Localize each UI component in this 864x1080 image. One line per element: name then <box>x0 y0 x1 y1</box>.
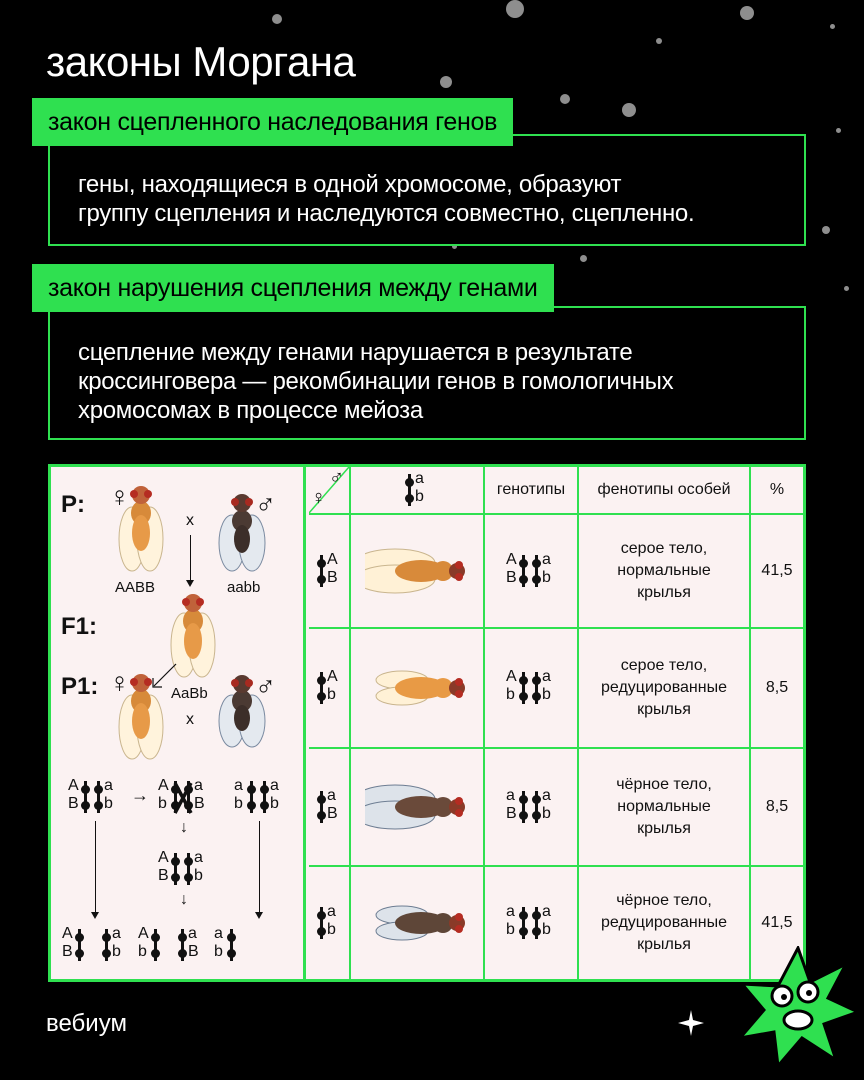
law-1-line-2: группу сцепления и наследуются совместно, сцепленно. <box>78 200 695 227</box>
row-4-percent: 41,5 <box>761 914 793 931</box>
law-2-line-2: кроссинговера — рекомбинации генов в гомологичных <box>78 368 674 395</box>
arrow-down-f1 <box>190 535 191 585</box>
genetics-panel <box>48 464 806 982</box>
genotype-chromosome-right: a b <box>531 670 557 706</box>
row-4-gamete <box>309 867 351 979</box>
phenotype-line: серое тело, <box>620 540 708 557</box>
genotype-chromosome-left: a b <box>505 905 531 941</box>
decor-dot <box>822 226 830 234</box>
male-genotype: aabb <box>227 579 261 596</box>
row-1-genotype <box>485 515 579 629</box>
header-gamete-chromosome: a b <box>404 472 430 508</box>
header-genotypes: генотипы <box>485 467 579 515</box>
chromosome-ab: a b <box>93 779 119 815</box>
fly-female-parent <box>117 483 165 575</box>
decor-dot <box>560 94 570 104</box>
fly-row-1 <box>365 541 469 601</box>
female-symbol-p1: ♀ <box>109 667 130 698</box>
decor-dot <box>740 6 754 20</box>
law-2-line-3: хромосомах в процессе мейоза <box>78 397 423 424</box>
phenotype-line: чёрное тело, <box>616 892 712 909</box>
phenotype-line: крылья <box>637 936 691 953</box>
law-2-line-1: сцепление между генами нарушается в результате <box>78 339 633 366</box>
genotype-chromosome-left: A b <box>505 670 531 706</box>
gamete-aB: a B <box>177 927 203 963</box>
down-arrow-1: ↓ <box>180 819 188 836</box>
row-3-fly <box>351 749 485 867</box>
chromosome-ab-2: a b <box>259 779 285 815</box>
fly-female-p1 <box>117 671 165 763</box>
chrom-ab-pair <box>233 779 285 820</box>
fly-row-4 <box>365 893 469 953</box>
gamete-chromosome: A B <box>316 553 342 589</box>
male-symbol-p1: ♂ <box>255 671 276 702</box>
row-4-phenotype <box>579 867 751 979</box>
law-2-text <box>78 338 673 425</box>
decor-dot <box>844 286 849 291</box>
genotype-chromosome-right: a b <box>531 553 557 589</box>
mascot-icon <box>738 946 860 1068</box>
corner-male-symbol: ♂ <box>329 467 344 489</box>
crossover-x-icon <box>173 781 193 815</box>
decor-dot <box>836 128 841 133</box>
phenotype-line: чёрное тело, <box>616 776 712 793</box>
female-genotype: AABB <box>115 579 156 596</box>
row-2-fly <box>351 629 485 749</box>
gamete-chromosome: A b <box>316 670 342 706</box>
decor-dot <box>272 14 282 24</box>
decor-dot <box>656 38 662 44</box>
decor-dot <box>506 0 524 18</box>
law-1-label: закон сцепленного наследования генов <box>32 98 513 146</box>
gamete-Ab: A b <box>137 927 163 963</box>
gamete-ab-2: a b <box>213 927 239 963</box>
corner-cell <box>309 467 351 515</box>
gamete-ab: a b <box>101 927 127 963</box>
cross-symbol-1: x <box>186 512 194 529</box>
phenotype-line: крылья <box>637 701 691 718</box>
header-gamete <box>351 467 485 515</box>
offspring-table <box>309 467 803 979</box>
row-2-percent: 8,5 <box>751 629 803 749</box>
phenotype-line: нормальные <box>617 562 711 579</box>
decor-dot <box>830 24 835 29</box>
row-2-gamete <box>309 629 351 749</box>
phenotype-line: крылья <box>637 584 691 601</box>
chrom-recombined-pair <box>157 851 209 892</box>
male-symbol: ♂ <box>255 489 276 520</box>
row-4-fly <box>351 867 485 979</box>
phenotype-line: серое тело, <box>620 657 708 674</box>
crossover-arrow: → <box>131 785 149 805</box>
cross-symbol-2: x <box>186 711 194 728</box>
chromosome-ab-1: a b <box>233 779 259 815</box>
row-1-fly <box>351 515 485 629</box>
row-2-phenotype <box>579 629 751 749</box>
phenotype-line: редуцированные <box>601 914 727 931</box>
row-1-gamete <box>309 515 351 629</box>
row-3-gamete <box>309 749 351 867</box>
brand-logo: вебиум <box>46 1010 127 1037</box>
decor-dot <box>622 103 636 117</box>
fly-row-2 <box>365 658 469 718</box>
row-1-percent: 41,5 <box>751 515 803 629</box>
p1-label: P1: <box>61 673 99 700</box>
decor-dot <box>440 76 452 88</box>
law-2-label: закон нарушения сцепления между генами <box>32 264 554 312</box>
row-1-phenotype <box>579 515 751 629</box>
phenotype-line: редуцированные <box>601 679 727 696</box>
decor-dot <box>580 255 587 262</box>
chromosome-AB: A B <box>67 779 93 815</box>
gamete-AB: A B <box>61 927 87 963</box>
page-title: законы Моргана <box>46 38 356 85</box>
sparkle-icon <box>678 1010 704 1036</box>
arrow-down-right <box>259 821 260 917</box>
row-2-genotype <box>485 629 579 749</box>
crossing-scheme <box>51 467 306 979</box>
phenotype-line: крылья <box>637 820 691 837</box>
row-3-genotype <box>485 749 579 867</box>
genotype-chromosome-right: a b <box>531 905 557 941</box>
header-percent: % <box>751 467 803 515</box>
gamete-chromosome: a b <box>316 905 342 941</box>
chromosome-crossing-right: a B <box>183 779 209 815</box>
down-arrow-2: ↓ <box>180 891 188 908</box>
genotype-chromosome-right: a b <box>531 789 557 825</box>
corner-female-symbol: ♀ <box>311 487 326 509</box>
row-3-percent: 8,5 <box>751 749 803 867</box>
row-4-genotype <box>485 867 579 979</box>
p-label: P: <box>61 491 85 518</box>
chromosome-crossing-left: A b <box>157 779 183 815</box>
row-3-phenotype <box>579 749 751 867</box>
fly-row-3 <box>365 777 469 837</box>
header-phenotypes: фенотипы особей <box>579 467 751 515</box>
f1-genotype: AaBb <box>171 685 208 702</box>
chromosome-recombined-left: A B <box>157 851 183 887</box>
f1-label: F1: <box>61 613 97 640</box>
genotype-chromosome-left: A B <box>505 553 531 589</box>
gametes-row <box>61 927 239 968</box>
law-1-line-1: гены, находящиеся в одной хромосоме, образуют <box>78 171 622 198</box>
phenotype-line: нормальные <box>617 798 711 815</box>
genotype-chromosome-left: a B <box>505 789 531 825</box>
chromosome-recombined-right: a b <box>183 851 209 887</box>
gamete-chromosome: a B <box>316 789 342 825</box>
chrom-f1-pair <box>67 779 119 820</box>
female-symbol: ♀ <box>109 481 130 512</box>
arrow-down-left <box>95 821 96 917</box>
law-1-text <box>78 170 694 228</box>
